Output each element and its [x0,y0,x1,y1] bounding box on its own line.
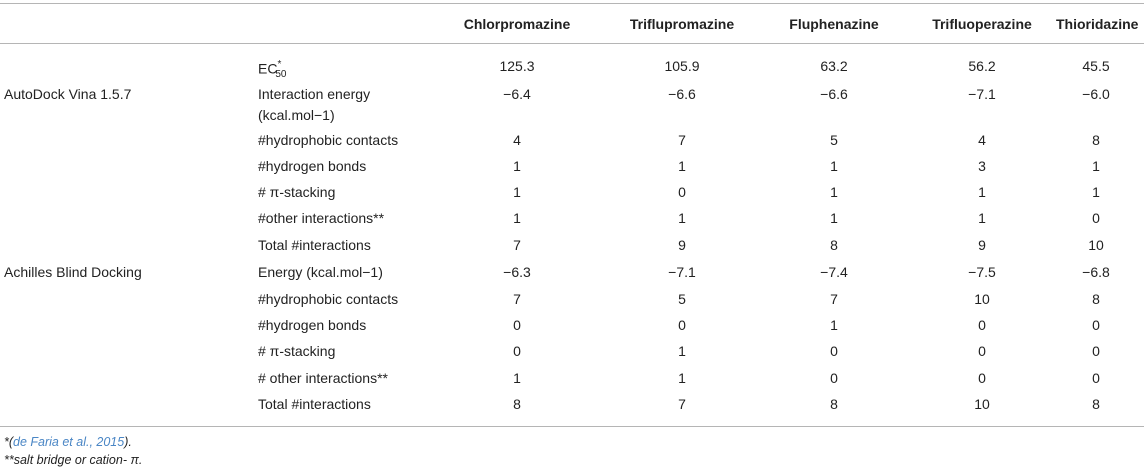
table-row [0,341,1144,367]
header-chlorpromazine: Chlorpromazine [463,16,571,32]
value-cell: 105.9 [664,58,700,74]
value-cell: 10 [974,291,990,307]
value-cell: 1 [830,210,838,226]
value-cell: 56.2 [968,58,996,74]
group-label-vina: AutoDock Vina 1.5.7 [4,86,132,102]
value-cell: 8 [1092,396,1100,412]
value-cell: 10 [974,396,990,412]
table-row [0,262,1144,288]
table-row [0,235,1144,261]
value-cell: 0 [513,317,521,333]
param-label: Total #interactions [258,237,371,253]
param-label: # π-stacking [258,184,336,200]
value-cell: 1 [513,370,521,386]
value-cell: 8 [513,396,521,412]
value-cell: 0 [1092,210,1100,226]
value-cell: 0 [678,317,686,333]
param-label: #other interactions** [258,210,385,226]
value-cell: 8 [1092,132,1100,148]
param-label: Energy (kcal.mol−1) [258,264,383,280]
value-cell: 1 [678,343,686,359]
value-cell: 8 [830,237,838,253]
table-top-rule [0,3,1144,4]
header-triflupromazine: Triflupromazine [629,16,735,32]
value-cell: 5 [678,291,686,307]
value-cell: 1 [978,210,986,226]
value-cell: 9 [978,237,986,253]
value-cell: −7.1 [668,264,696,280]
value-cell: 125.3 [499,58,535,74]
table-row [0,156,1144,182]
value-cell: 3 [978,158,986,174]
value-cell: 8 [830,396,838,412]
param-label: $EC^*_{50}$ [258,59,287,81]
value-cell: 1 [678,210,686,226]
value-cell: 8 [1092,291,1100,307]
param-label: Total #interactions [258,396,371,412]
value-cell: 0 [978,370,986,386]
value-cell: 0 [978,317,986,333]
value-cell: 1 [830,184,838,200]
citation-link[interactable]: de Faria et al., 2015 [13,435,125,449]
header-trifluoperazine: Trifluoperazine [932,16,1032,32]
value-cell: 1 [513,210,521,226]
value-cell: 0 [1092,370,1100,386]
param-label: # π-stacking [258,343,336,359]
value-cell: −6.8 [1082,264,1110,280]
table-bottom-rule [0,426,1144,427]
value-cell: −6.0 [1082,86,1110,102]
value-cell: 9 [678,237,686,253]
value-cell: 7 [678,396,686,412]
param-label: #hydrogen bonds [258,317,367,333]
value-cell: 7 [513,237,521,253]
value-cell: 4 [978,132,986,148]
value-cell: 4 [513,132,521,148]
footnote-2: **salt bridge or cation- π. [4,453,143,467]
table-row [0,182,1144,208]
value-cell: 1 [1092,158,1100,174]
value-cell: 7 [830,291,838,307]
param-label: #hydrophobic contacts [258,291,399,307]
table-row [0,315,1144,341]
value-cell: −7.4 [820,264,848,280]
value-cell: 0 [678,184,686,200]
param-label: Interaction energy (kcal.mol−1) [258,86,371,123]
value-cell: 0 [978,343,986,359]
table-row [0,130,1144,156]
header-fluphenazine: Fluphenazine [789,16,879,32]
value-cell: 1 [513,184,521,200]
value-cell: −6.6 [820,86,848,102]
footnote-1: *(de Faria et al., 2015). [4,435,132,449]
value-cell: 1 [978,184,986,200]
table-header-rule [0,43,1144,44]
value-cell: −7.5 [968,264,996,280]
table-row [0,84,1144,126]
value-cell: 1 [678,158,686,174]
value-cell: 63.2 [820,58,848,74]
header-thioridazine: Thioridazine [1056,16,1139,32]
value-cell: 1 [830,158,838,174]
param-label: #hydrogen bonds [258,158,367,174]
value-cell: 1 [513,158,521,174]
table-row [0,56,1144,82]
group-label-achilles: Achilles Blind Docking [4,264,142,280]
value-cell: 45.5 [1082,58,1110,74]
value-cell: 7 [678,132,686,148]
value-cell: −7.1 [968,86,996,102]
value-cell: 0 [830,343,838,359]
value-cell: −6.6 [668,86,696,102]
param-label: #hydrophobic contacts [258,132,399,148]
value-cell: 1 [1092,184,1100,200]
value-cell: 7 [513,291,521,307]
value-cell: 0 [1092,343,1100,359]
table-row [0,289,1144,315]
value-cell: 10 [1088,237,1104,253]
param-label: # other interactions** [258,370,388,386]
value-cell: 0 [513,343,521,359]
table-row [0,368,1144,394]
value-cell: 0 [830,370,838,386]
value-cell: −6.3 [503,264,531,280]
table-row [0,208,1144,234]
value-cell: 0 [1092,317,1100,333]
table-row [0,394,1144,420]
value-cell: 1 [830,317,838,333]
value-cell: 1 [678,370,686,386]
value-cell: −6.4 [503,86,531,102]
value-cell: 5 [830,132,838,148]
